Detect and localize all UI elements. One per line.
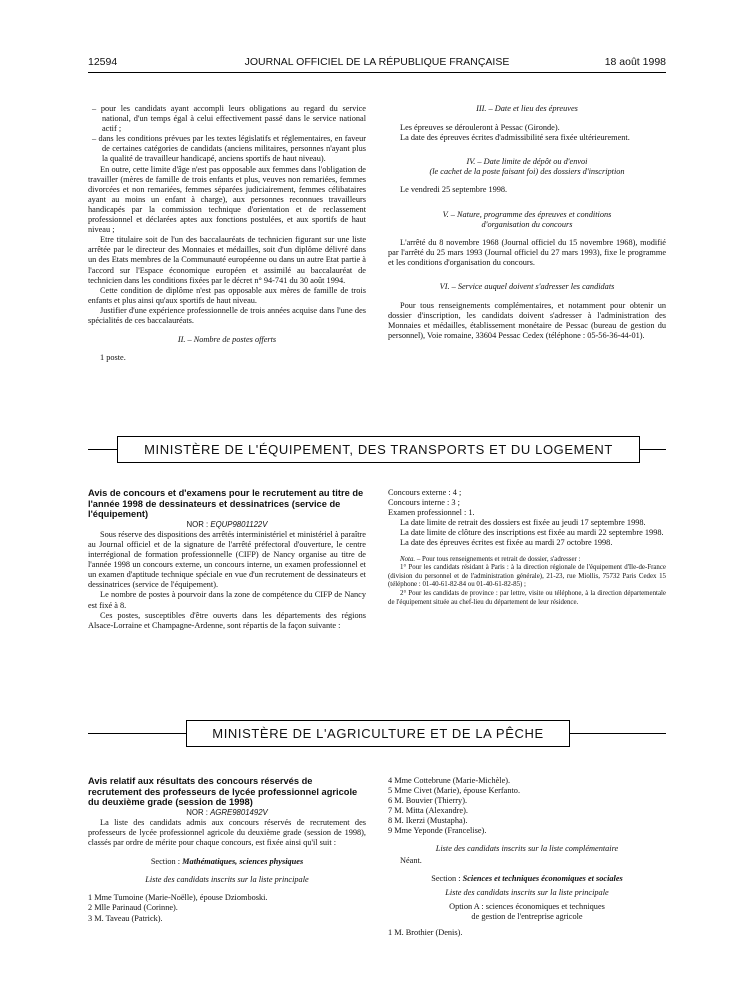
journal-title: JOURNAL OFFICIEL DE LA RÉPUBLIQUE FRANÇAISE — [244, 56, 510, 68]
heading-nature-programme-sub: d'organisation du concours — [481, 219, 573, 229]
posts-count: 1 poste. — [100, 353, 126, 363]
list-item: 5 Mme Civet (Marie), épouse Kerfanto. — [388, 786, 521, 796]
avis-dessinateurs-title: Avis de concours et d'examens pour le recrutement au titre de l'année 1998 de dessinateurs et dessinatrices (service de l'équipement) — [88, 488, 364, 520]
equipement-left-column — [88, 488, 366, 631]
names-list-principale — [88, 893, 366, 923]
heading-date-lieu: III. – Date et lieu des épreuves — [476, 104, 578, 113]
names-list-continued — [388, 776, 666, 837]
issue-date: 18 août 1998 — [604, 56, 666, 68]
paragraph-date-epreuves: La date des épreuves écrites d'admissibilité sera fixée ultérieurement. — [400, 133, 630, 143]
list-item: 1 M. Brothier (Denis). — [388, 928, 463, 938]
top-right-column — [388, 104, 666, 342]
ministry-equipement-banner: MINISTÈRE DE L'ÉQUIPEMENT, DES TRANSPORTS ET DU LOGEMENT — [117, 436, 640, 463]
agriculture-right-column — [388, 776, 666, 938]
header-rule — [88, 72, 666, 73]
nor-reference-agri: NOR : AGRE9801492V — [186, 807, 268, 817]
heading-date-limite: IV. – Date limite de dépôt ou d'envoi — [466, 157, 588, 167]
list-item: 4 Mme Cottebrune (Marie-Michèle). — [388, 776, 511, 785]
section-sciences-economiques: Section : Sciences et techniques économiques et sociales — [431, 873, 623, 883]
nota-paris: 1° Pour les candidats résidant à Paris : à la direction régionale de l'équipement d'Ile-de-France (division du personnel et de l'administration générale), 21-23, rue Miollis, 75732 Paris Cedex 15 (téléphone : 01-40-61-82-84 ou 01-40-61-82-85) ; — [388, 564, 666, 589]
option-a: Option A : sciences économiques et techniques — [449, 901, 605, 911]
paragraph-cloture: La date limite de clôture des inscriptions est fixée au mardi 22 septembre 1998. — [400, 528, 664, 538]
paragraph-retrait: La date limite de retrait des dossiers est fixée au jeudi 17 septembre 1998. — [400, 518, 646, 528]
liste-principale-title-2: Liste des candidats inscrits sur la liste principale — [445, 887, 609, 897]
list-item: 7 M. Mitta (Alexandre). — [388, 806, 468, 816]
paragraph-pessac: Les épreuves se dérouleront à Pessac (Gironde). — [400, 123, 560, 133]
concours-interne: Concours interne : 3 ; — [388, 498, 460, 508]
paragraph-diplome: Etre titulaire soit de l'un des baccalauréats de technicien figurant sur une liste arrêtée par le directeur des Monnaies et médailles, soit d'un diplôme délivré dans un des Etats membres de la Communauté européenne ou dans un autre Etat partie à l'accord sur l'Espace économique européen et assimilé au baccalauréat de technicien dans les conditions fixées par le décret n° 94-741 du 30 août 1994. — [88, 235, 366, 285]
paragraph-epreuves-ecrites: La date des épreuves écrites est fixée au mardi 27 octobre 1998. — [400, 538, 613, 548]
heading-nombre-postes: II. – Nombre de postes offerts — [177, 335, 277, 345]
ministry-agriculture-banner: MINISTÈRE DE L'AGRICULTURE ET DE LA PÊCHE — [186, 720, 570, 747]
liste-principale-title: Liste des candidats inscrits sur la liste principale — [145, 875, 309, 885]
list-item: 9 Mme Yeponde (Francelise). — [388, 826, 487, 836]
concours-externe: Concours externe : 4 ; — [388, 488, 462, 497]
heading-service: VI. – Service auquel doivent s'adresser les candidats — [439, 282, 615, 292]
paragraph-experience: Justifier d'une expérience professionnelle de trois années acquise dans l'une des spécialités de ces baccalauréats. — [88, 305, 366, 325]
list-item: 3 M. Taveau (Patrick). — [88, 913, 163, 923]
section-mathematiques: Section : Mathématiques, sciences physiques — [150, 857, 304, 867]
paragraph-repartition: Ces postes, susceptibles d'être ouverts dans les départements des régions Alsace-Lorraine et Champagne-Ardenne, sont répartis de la façon suivante : — [88, 610, 366, 630]
neant: Néant. — [400, 855, 422, 865]
agriculture-left-column — [88, 776, 366, 924]
avis-resultats-title: Avis relatif aux résultats des concours réservés de recrutement des professeurs de lycée professionnel agricole du deuxième grade (session de 1998) — [88, 776, 358, 808]
nota-province: 2° Pour les candidats de province : par lettre, visite ou téléphone, à la direction départementale de l'équipement située au chef-lieu du département de leur résidence. — [388, 589, 666, 606]
heading-nature-programme: V. – Nature, programme des épreuves et conditions — [442, 209, 612, 219]
paragraph-renseignements: Pour tous renseignements complémentaires, et notamment pour obtenir un dossier d'inscription, les candidats doivent s'adresser à l'administration des Monnaies et médailles, établissement monétaire de Pessac (bureau de gestion du personnel), Voie romaine, 33604 Pessac Cedex (téléphone : 05-56-36-44-01). — [388, 301, 666, 341]
nota: Nota. – Pour tous renseignements et retrait de dossier, s'adresser : — [400, 555, 581, 563]
top-left-column — [88, 104, 366, 363]
list-item: 1 Mme Tumoine (Marie-Noëlle), épouse Dziomboski. — [88, 893, 268, 903]
bullet-textes-legislatifs: – dans les conditions prévues par les textes législatifs et réglementaires, en faveur de certaines catégories de candidats (anciens militaires, personnes n'ayant plus la qualité de travailleur handicapé, anciens sportifs de haut niveau). — [92, 134, 366, 164]
paragraph-liste-admis: La liste des candidats admis aux concours réservés de recrutement des professeurs de lycée professionnel agricole du deuxième grade (session de 1998), classés par ordre de mérite pour chaque concours, est fixée ainsi qu'il suit : — [88, 817, 366, 848]
examen-professionnel: Examen professionnel : 1. — [388, 508, 475, 518]
paragraph-nombre-postes: Le nombre de postes à pourvoir dans la zone de compétence du CIFP de Nancy est fixé à 8. — [88, 590, 366, 610]
paragraph-limite-age: En outre, cette limite d'âge n'est pas opposable aux femmes dans l'obligation de travailler (mères de famille de trois enfants et plus, veuves non remariées, femmes divorcées et non remariées, femmes séparées judiciairement, femmes célibataires ayant au moins un enfant à charge), aux personnes reconnues travailleurs handicapés par la commission technique d'orientation et de reclassement professionnel et déclarées aptes aux fonctions postulées, et aux sportifs de haut niveau ; — [88, 164, 366, 235]
list-item: 6 M. Bouvier (Thierry). — [388, 796, 468, 806]
paragraph-sous-reserve: Sous réserve des dispositions des arrêtés interministériel et ministériel à paraître au Journal officiel et de la signature de l'arrêté préfectoral d'ouverture, le centre interrégional de formation professionnelle (CIFP) de Nancy organise au titre de l'année 1998 un concours externe, un concours interne, un examen professionnel et un examen d'aptitude technique spéciale en vue d'un recrutement de dessinateurs et dessinatrices (service de l'équipement). — [88, 529, 366, 590]
paragraph-arrete: L'arrêté du 8 novembre 1968 (Journal officiel du 15 novembre 1968), modifié par l'arrêté du 25 mars 1993 (Journal officiel du 27 mars 1993), fixe le programme et les conditions d'organisation du concours. — [388, 237, 666, 267]
paragraph-vendredi: Le vendredi 25 septembre 1998. — [400, 185, 508, 195]
nor-reference: NOR : EQUP9801122V — [186, 519, 268, 529]
list-item: 2 Mlle Parinaud (Corinne). — [88, 903, 178, 913]
option-a-sub: de gestion de l'entreprise agricole — [471, 912, 583, 922]
heading-date-limite-sub: (le cachet de la poste faisant foi) des dossiers d'inscription — [429, 167, 625, 177]
bullet-service-national: – pour les candidats ayant accompli leurs obligations au regard du service national, d'un temps égal à celui effectivement passé dans le service national actif ; — [92, 104, 366, 134]
page-number: 12594 — [88, 56, 118, 68]
list-item: 8 M. Ikerzi (Mustapha). — [388, 816, 468, 826]
equipement-right-column — [388, 488, 666, 607]
paragraph-condition: Cette condition de diplôme n'est pas opposable aux mères de famille de trois enfants et plus ainsi qu'aux sportifs de haut niveau. — [88, 285, 366, 305]
liste-complementaire-title: Liste des candidats inscrits sur la liste complémentaire — [435, 843, 619, 853]
